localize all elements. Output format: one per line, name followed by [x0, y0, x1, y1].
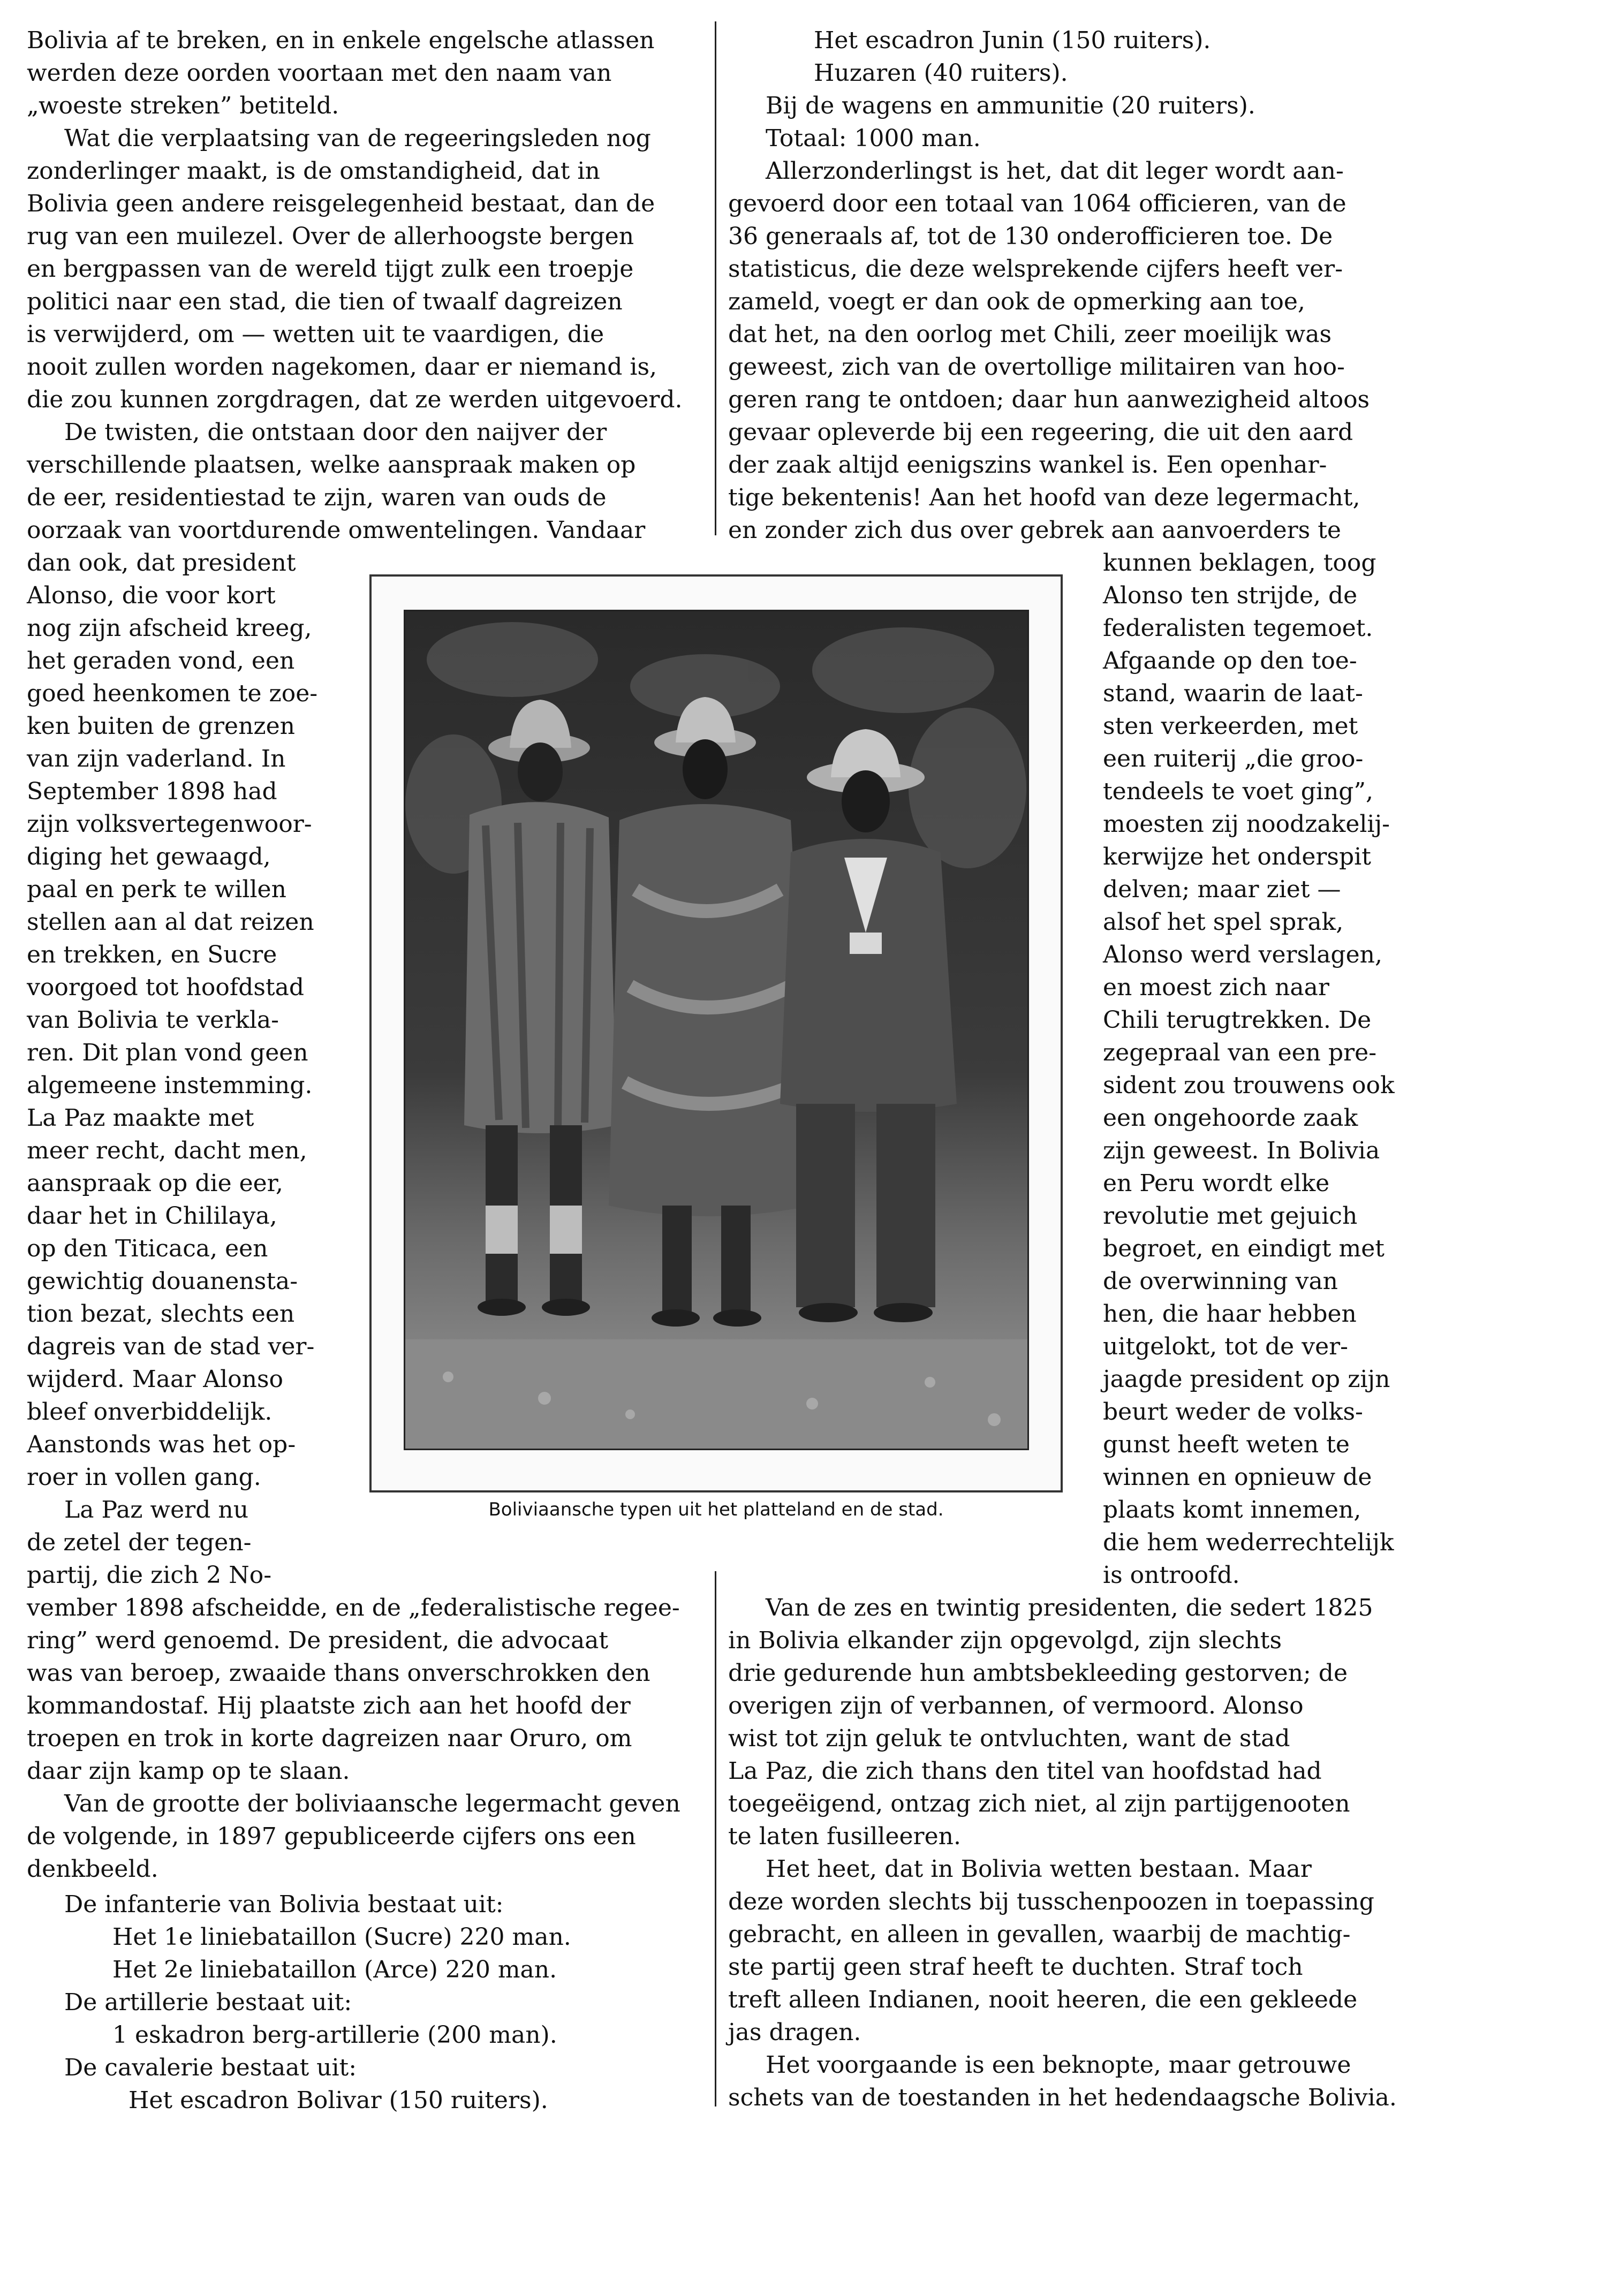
text-line: daar zijn kamp op te slaan. — [27, 1757, 350, 1785]
figure-frame — [369, 574, 1063, 1492]
text-line: verschillende plaatsen, welke aanspraak maken op — [27, 451, 636, 479]
left-column-top-text — [27, 24, 696, 547]
text-line: roer in vollen gang. — [27, 1464, 261, 1491]
text-line: algemeene instemming. — [27, 1072, 313, 1099]
text-line: hen, die haar hebben — [1103, 1300, 1357, 1328]
figure-caption: Boliviaansche typen uit het platteland en de stad. — [488, 1499, 944, 1520]
text-line: van zijn vaderland. In — [27, 745, 286, 772]
text-line: stand, waarin de laat- — [1103, 680, 1363, 707]
text-line: Van de grootte der boliviaansche legermacht geven — [64, 1790, 680, 1817]
text-line: deze worden slechts bij tusschenpoozen in toepassing — [728, 1888, 1374, 1915]
column-rule-bottom — [715, 1571, 716, 2106]
list-item: Het escadron Bolivar (150 ruiters). — [128, 2087, 548, 2114]
text-line: La Paz werd nu — [64, 1496, 249, 1524]
text-line: uitgelokt, tot de ver- — [1103, 1333, 1349, 1360]
text-line: plaats komt innemen, — [1103, 1496, 1361, 1524]
photograph-illustration — [405, 611, 1027, 1449]
text-line: het geraden vond, een — [27, 647, 295, 675]
column-rule-top — [715, 21, 716, 535]
text-line: was van beroep, zwaaide thans onverschrokken den — [27, 1660, 650, 1687]
text-line: delven; maar ziet — — [1103, 876, 1341, 903]
text-line: en bergpassen van de wereld tijgt zulk een troepje — [27, 255, 634, 283]
text-line: ste partij geen straf heeft te duchten. Straf toch — [728, 1953, 1303, 1981]
text-line: paal en perk te willen — [27, 876, 286, 903]
text-line: gevaar opleverde bij een regeering, die uit den aard — [728, 419, 1353, 446]
text-line: treft alleen Indianen, nooit heeren, die een gekleede — [728, 1986, 1358, 2013]
text-line: drie gedurende hun ambtsbekleeding gestorven; de — [728, 1660, 1348, 1687]
text-line: De twisten, die ontstaan door den naijver der — [64, 419, 607, 446]
text-line: federalisten tegemoet. — [1103, 615, 1373, 642]
text-line: van Bolivia te verkla- — [27, 1006, 279, 1034]
text-line: gevoerd door een totaal van 1064 officieren, van de — [728, 190, 1346, 217]
text-line: is ontroofd. — [1103, 1562, 1240, 1589]
text-line: gewichtig douanensta- — [27, 1268, 298, 1295]
text-line: zijn volksvertegenwoor- — [27, 810, 312, 838]
text-line: sident zou trouwens ook — [1103, 1072, 1395, 1099]
text-line: meer recht, dacht men, — [27, 1137, 307, 1164]
text-line: de volgende, in 1897 gepubliceerde cijfers ons een — [27, 1823, 636, 1850]
photograph — [404, 610, 1029, 1450]
text-line: nooit zullen worden nagekomen, daar er niemand is, — [27, 353, 657, 381]
text-line: en Peru wordt elke — [1103, 1170, 1330, 1197]
text-line: Het voorgaande is een beknopte, maar getrouwe — [766, 2051, 1351, 2079]
text-line: dan ook, dat president — [27, 549, 296, 577]
list-item: Het 2e liniebataillon (Arce) 220 man. — [112, 1956, 557, 1983]
text-line: nog zijn afscheid kreeg, — [27, 615, 312, 642]
text-line: zonderlinger maakt, is de omstandigheid, dat in — [27, 157, 600, 185]
text-line: ren. Dit plan vond geen — [27, 1039, 308, 1066]
text-line: werden deze oorden voortaan met den naam van — [27, 59, 612, 87]
list-item: Huzaren (40 ruiters). — [814, 59, 1068, 87]
text-line: beurt weder de volks- — [1103, 1398, 1363, 1426]
text-line: Alonso, die voor kort — [27, 582, 276, 609]
list-item: 1 eskadron berg-artillerie (200 man). — [112, 2021, 557, 2049]
text-line: die zou kunnen zorgdragen, dat ze werden uitgevoerd. — [27, 386, 683, 413]
text-line: Aanstonds was het op- — [27, 1431, 296, 1458]
text-line: goed heenkomen te zoe- — [27, 680, 318, 707]
right-column-list — [728, 24, 1397, 155]
text-line: tige bekentenis! Aan het hoofd van deze legermacht, — [728, 484, 1360, 511]
text-line: is verwijderd, om — wetten uit te vaardigen, die — [27, 321, 604, 348]
text-line: Allerzonderlingst is het, dat dit leger wordt aan- — [766, 157, 1344, 185]
text-line: „woeste streken” betiteld. — [27, 92, 339, 119]
text-line: voorgoed tot hoofdstad — [27, 974, 304, 1001]
text-line: begroet, en eindigt met — [1103, 1235, 1385, 1262]
text-line: aanspraak op die eer, — [27, 1170, 283, 1197]
text-line: wijderd. Maar Alonso — [27, 1366, 284, 1393]
text-line: en zonder zich dus over gebrek aan aanvoerders te — [728, 517, 1341, 544]
text-line: een ongehoorde zaak — [1103, 1104, 1358, 1132]
text-line: Van de zes en twintig presidenten, die sedert 1825 — [766, 1594, 1373, 1621]
text-line: zijn geweest. In Bolivia — [1103, 1137, 1380, 1164]
text-line: te laten fusilleeren. — [728, 1823, 961, 1850]
text-line: wist tot zijn geluk te ontvluchten, want de stad — [728, 1725, 1290, 1752]
list-item: Totaal: 1000 man. — [766, 125, 981, 152]
text-line: tendeels te voet ging”, — [1103, 778, 1373, 805]
text-line: daar het in Chililaya, — [27, 1202, 277, 1230]
text-line: kerwijze het onderspit — [1103, 843, 1371, 870]
text-line: dagreis van de stad ver- — [27, 1333, 315, 1360]
text-line: gebracht, en alleen in gevallen, waarbij de machtig- — [728, 1921, 1351, 1948]
text-line: diging het gewaagd, — [27, 843, 271, 870]
text-line: toegeëigend, ontzag zich niet, al zijn partijgenooten — [728, 1790, 1350, 1817]
text-line: dat het, na den oorlog met Chili, zeer moeilijk was — [728, 321, 1332, 348]
text-line: schets van de toestanden in het hedendaagsche Bolivia. — [728, 2084, 1397, 2111]
text-line: en moest zich naar — [1103, 974, 1329, 1001]
right-column-top-text — [728, 155, 1397, 547]
text-line: tion bezat, slechts een — [27, 1300, 295, 1328]
text-line: September 1898 had — [27, 778, 277, 805]
text-line: alsof het spel sprak, — [1103, 908, 1344, 936]
text-line: Het heet, dat in Bolivia wetten bestaan. Maar — [766, 1855, 1312, 1883]
text-line: politici naar een stad, die tien of twaalf dagreizen — [27, 288, 623, 315]
text-line: geren rang te ontdoen; daar hun aanwezigheid altoos — [728, 386, 1370, 413]
text-line: bleef onverbiddelijk. — [27, 1398, 273, 1426]
text-line: Alonso ten strijde, de — [1103, 582, 1358, 609]
text-line: kunnen beklagen, toog — [1103, 549, 1376, 577]
text-line: Wat die verplaatsing van de regeeringsleden nog — [64, 125, 651, 152]
list-heading: De cavalerie bestaat uit: — [64, 2054, 357, 2081]
text-line: sten verkeerden, met — [1103, 713, 1358, 740]
text-line: statisticus, die deze welsprekende cijfers heeft ver- — [728, 255, 1343, 283]
text-line: een ruiterij „die groo- — [1103, 745, 1364, 772]
text-line: vember 1898 afscheidde, en de „federalistische regee- — [27, 1594, 680, 1621]
text-line: stellen aan al dat reizen — [27, 908, 314, 936]
text-line: oorzaak van voortdurende omwentelingen. Vandaar — [27, 517, 646, 544]
text-line: Chili terugtrekken. De — [1103, 1006, 1372, 1034]
list-item: Bij de wagens en ammunitie (20 ruiters). — [766, 92, 1255, 119]
text-line: in Bolivia elkander zijn opgevolgd, zijn slechts — [728, 1627, 1282, 1654]
text-line: La Paz, die zich thans den titel van hoofdstad had — [728, 1757, 1322, 1785]
text-line: Bolivia geen andere reisgelegenheid bestaat, dan de — [27, 190, 655, 217]
text-line: jas dragen. — [728, 2019, 861, 2046]
text-line: rug van een muilezel. Over de allerhoogste bergen — [27, 223, 634, 250]
text-line: denkbeeld. — [27, 1855, 158, 1883]
text-line: ken buiten de grenzen — [27, 713, 295, 740]
text-line: en trekken, en Sucre — [27, 941, 277, 968]
text-line: partij, die zich 2 No- — [27, 1562, 272, 1589]
text-line: moesten zij noodzakelij- — [1103, 810, 1390, 838]
text-line: geweest, zich van de overtollige militairen van hoo- — [728, 353, 1345, 381]
text-line: op den Titicaca, een — [27, 1235, 268, 1262]
list-heading: De infanterie van Bolivia bestaat uit: — [64, 1891, 504, 1918]
army-composition-list — [27, 1888, 696, 2117]
text-line: 36 generaals af, tot de 130 onderofficieren toe. De — [728, 223, 1333, 250]
list-heading: De artillerie bestaat uit: — [64, 1989, 352, 2016]
text-line: de overwinning van — [1103, 1268, 1338, 1295]
text-line: Afgaande op den toe- — [1103, 647, 1357, 675]
text-line: Bolivia af te breken, en in enkele engelsche atlassen — [27, 27, 655, 54]
text-line: die hem wederrechtelijk — [1103, 1529, 1394, 1556]
text-line: zameld, voegt er dan ook de opmerking aan toe, — [728, 288, 1305, 315]
text-line: ring” werd genoemd. De president, die advocaat — [27, 1627, 609, 1654]
text-line: der zaak altijd eenigszins wankel is. Een openhar- — [728, 451, 1327, 479]
text-line: de eer, residentiestad te zijn, waren van ouds de — [27, 484, 607, 511]
right-column-narrow-text — [1103, 547, 1424, 1592]
text-line: jaagde president op zijn — [1103, 1366, 1390, 1393]
right-column-bottom-text — [728, 1592, 1397, 2114]
text-line: revolutie met gejuich — [1103, 1202, 1358, 1230]
left-column-bottom-text — [27, 1592, 696, 1885]
text-line: gunst heeft weten te — [1103, 1431, 1350, 1458]
text-line: troepen en trok in korte dagreizen naar Oruro, om — [27, 1725, 632, 1752]
text-line: La Paz maakte met — [27, 1104, 254, 1132]
text-line: winnen en opnieuw de — [1103, 1464, 1372, 1491]
list-item: Het escadron Junin (150 ruiters). — [814, 27, 1211, 54]
left-column-narrow-text — [27, 547, 348, 1592]
text-line: kommandostaf. Hij plaatste zich aan het hoofd der — [27, 1692, 631, 1719]
list-item: Het 1e liniebataillon (Sucre) 220 man. — [112, 1923, 571, 1951]
text-line: overigen zijn of verbannen, of vermoord. Alonso — [728, 1692, 1304, 1719]
text-line: de zetel der tegen- — [27, 1529, 252, 1556]
text-line: Alonso werd verslagen, — [1103, 941, 1382, 968]
text-line: zegepraal van een pre- — [1103, 1039, 1377, 1066]
